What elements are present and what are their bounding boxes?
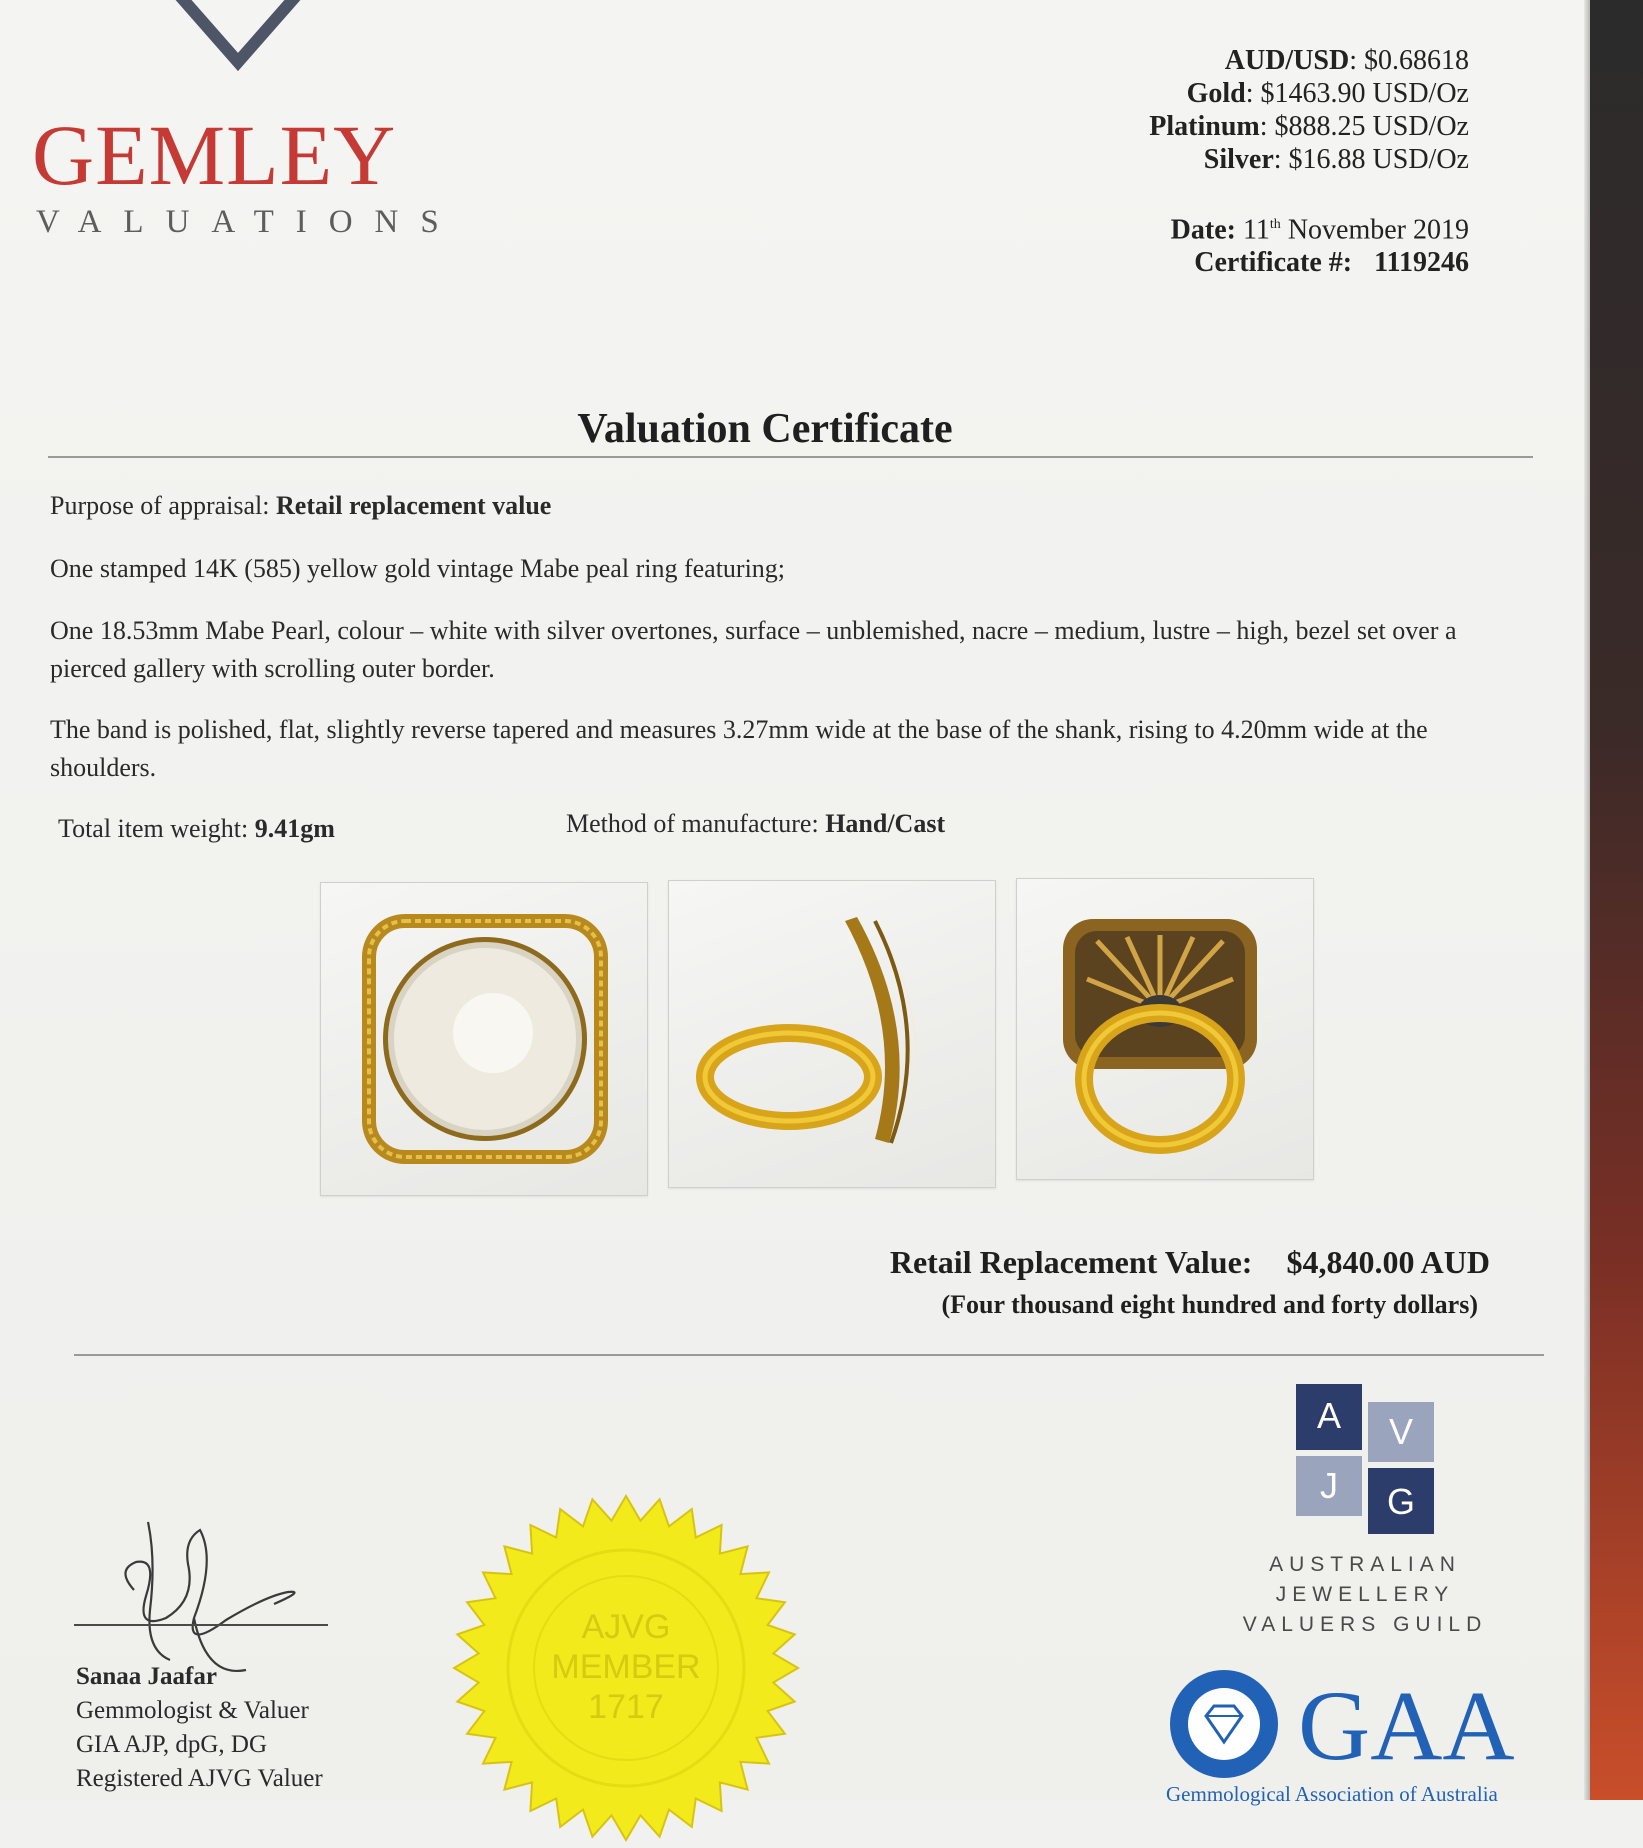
- ajvg-logo: [1296, 1384, 1436, 1534]
- ring-photo-side: [668, 880, 996, 1188]
- signer-details: [76, 1660, 323, 1796]
- ring-back-image: [1017, 879, 1313, 1179]
- brand-name: GEMLEY: [32, 107, 397, 203]
- certificate-number: Certificate #: 1119246: [1194, 247, 1469, 279]
- signature-mark: [76, 1500, 376, 1680]
- ajvg-member-seal: [446, 1488, 806, 1848]
- description-band: The band is polished, flat, slightly reverse tapered and measures 3.27mm wide at the base of the shank, rising to 4.20mm wide at the shoulders.: [50, 715, 1428, 782]
- rate-silver: Silver: $16.88 USD/Oz: [1203, 144, 1469, 175]
- gaa-logo-text: GAA: [1298, 1670, 1515, 1781]
- certificate-date: Date: 11th November 2019: [1170, 214, 1469, 246]
- manufacture-method: Method of manufacture: Hand/Cast: [566, 809, 946, 838]
- ajvg-letter-v: V: [1388, 1411, 1414, 1452]
- ajvg-letter-j: J: [1320, 1465, 1338, 1506]
- ajvg-letter-g: G: [1386, 1481, 1416, 1522]
- gaa-seal-icon: [1168, 1668, 1280, 1780]
- signature-line: [74, 1624, 328, 1626]
- retail-value-words: (Four thousand eight hundred and forty dollars): [941, 1290, 1478, 1319]
- ajvg-letter-a: A: [1316, 1395, 1342, 1436]
- ring-front-image: [321, 883, 647, 1195]
- seal-line-1: AJVG: [581, 1608, 671, 1646]
- signer-registration: Registered AJVG Valuer: [76, 1765, 323, 1792]
- rate-aud-usd: AUD/USD: $0.68618: [1224, 45, 1469, 76]
- description-intro: One stamped 14K (585) yellow gold vintage Mabe peal ring featuring;: [50, 554, 786, 583]
- photo-edge-background: [1590, 0, 1643, 1800]
- divider: [48, 456, 1533, 458]
- signer-name: Sanaa Jaafar: [76, 1663, 217, 1690]
- ring-side-image: [669, 881, 995, 1187]
- rate-gold: Gold: $1463.90 USD/Oz: [1186, 78, 1469, 109]
- ajvg-name: AUSTRALIAN JEWELLERY VALUERS GUILD: [1242, 1553, 1488, 1636]
- seal-line-3: 1717: [588, 1688, 664, 1726]
- divider: [74, 1354, 1544, 1356]
- logo-chevron-icon: [158, 0, 318, 80]
- purpose-line: Purpose of appraisal: Retail replacement value: [50, 491, 552, 520]
- gaa-subtitle: Gemmological Association of Australia: [1166, 1782, 1498, 1806]
- seal-line-2: MEMBER: [551, 1648, 701, 1686]
- description-pearl: One 18.53mm Mabe Pearl, colour – white with silver overtones, surface – unblemished, nacre – medium, lustre – high, bezel set over a pierced gallery with scrolling outer border.: [50, 616, 1457, 683]
- certificate-meta: [1171, 208, 1469, 279]
- metal-rates: [1149, 44, 1469, 176]
- item-weight: Total item weight: 9.41gm: [58, 814, 335, 843]
- signer-role: Gemmologist & Valuer: [76, 1697, 309, 1724]
- retail-value: Retail Replacement Value: $4,840.00 AUD: [889, 1244, 1490, 1280]
- ring-photo-back: [1016, 878, 1314, 1180]
- ring-photo-front: [320, 882, 648, 1196]
- brand-subtitle: VALUATIONS: [36, 204, 461, 240]
- rate-platinum: Platinum: $888.25 USD/Oz: [1149, 111, 1469, 142]
- page-title: Valuation Certificate: [577, 406, 953, 452]
- signer-credentials: GIA AJP, dpG, DG: [76, 1731, 268, 1758]
